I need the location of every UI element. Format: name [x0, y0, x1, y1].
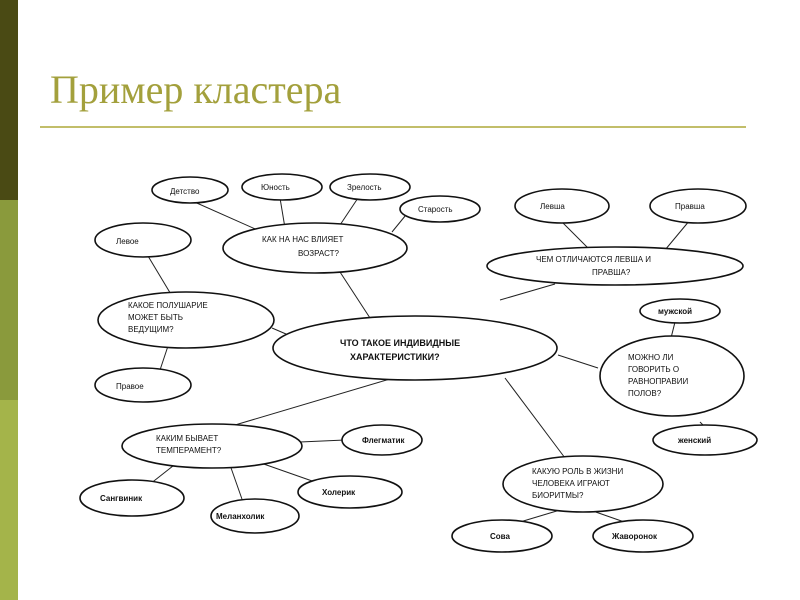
- connector-temperament-melancholic: [230, 465, 243, 502]
- hemisphere-left-label: Левое: [116, 237, 139, 246]
- sanguine-label: Сангвиник: [100, 494, 143, 503]
- male-label: мужской: [658, 307, 693, 316]
- hemisphere-question-line1: КАКОЕ ПОЛУШАРИЕ: [128, 301, 208, 310]
- center-label-line1: ЧТО ТАКОЕ ИНДИВИДНЫЕ: [340, 338, 461, 348]
- connector-age-youth: [280, 198, 285, 228]
- connector-handedness-left: [560, 220, 590, 250]
- gender-question-line4: ПОЛОВ?: [628, 389, 662, 398]
- hemisphere-question-line2: МОЖЕТ БЫТЬ: [128, 313, 184, 322]
- phlegmatic-label: Флегматик: [362, 436, 405, 445]
- hemisphere-right-label: Правое: [116, 382, 144, 391]
- connector-hemisphere-right: [160, 346, 168, 370]
- connector-center-gender: [558, 355, 598, 368]
- biorhythm-question-line1: КАКУЮ РОЛЬ В ЖИЗНИ: [532, 467, 624, 476]
- connector-age-childhood: [190, 200, 262, 232]
- center-label-line2: ХАРАКТЕРИСТИКИ?: [350, 352, 440, 362]
- connector-center-biorhythm: [505, 378, 565, 458]
- female-label: женский: [678, 436, 712, 445]
- slide-title: Пример кластера: [50, 67, 342, 112]
- connector-center-temperament: [235, 376, 400, 425]
- biorhythm-question-line3: БИОРИТМЫ?: [532, 491, 584, 500]
- childhood-label: Детство: [170, 187, 200, 196]
- hemisphere-question-line3: ВЕДУЩИМ?: [128, 325, 174, 334]
- choleric-label: Холерик: [322, 488, 356, 497]
- connector-center-handedness: [500, 284, 555, 300]
- maturity-label: Зрелость: [347, 183, 382, 192]
- handedness-question-line1: ЧЕМ ОТЛИЧАЮТСЯ ЛЕВША И: [536, 255, 652, 264]
- youth-label: Юность: [261, 183, 290, 192]
- gender-question-line1: МОЖНО ЛИ: [628, 353, 674, 362]
- melancholic-label: Меланхолик: [216, 512, 265, 521]
- gender-question-line3: РАВНОПРАВИИ: [628, 377, 689, 386]
- old-age-label: Старость: [418, 205, 453, 214]
- left-hander-label: Левша: [540, 202, 565, 211]
- temperament-question-line1: КАКИМ БЫВАЕТ: [156, 434, 219, 443]
- handedness-question-line2: ПРАВША?: [592, 268, 631, 277]
- connector-biorhythm-owl: [520, 510, 560, 522]
- temperament-question-line2: ТЕМПЕРАМЕНТ?: [156, 446, 222, 455]
- connector-temperament-phlegmatic: [300, 440, 345, 442]
- age-question-line2: ВОЗРАСТ?: [298, 249, 339, 258]
- right-hander-label: Правша: [675, 202, 705, 211]
- age-question-node: [223, 223, 407, 273]
- gender-question-line2: ГОВОРИТЬ О: [628, 365, 680, 374]
- connector-temperament-choleric: [258, 462, 315, 482]
- handedness-question-node: [487, 247, 743, 285]
- center-node: [273, 316, 557, 380]
- connector-center-age: [340, 272, 370, 318]
- connector-hemisphere-left: [148, 256, 172, 296]
- gender-question-node: [600, 336, 744, 416]
- hemisphere-left-node: [95, 223, 191, 257]
- lark-label: Жаворонок: [612, 532, 657, 541]
- connector-handedness-right: [665, 220, 690, 250]
- biorhythm-question-line2: ЧЕЛОВЕКА ИГРАЮТ: [532, 479, 610, 488]
- age-question-line1: КАК НА НАС ВЛИЯЕТ: [262, 235, 344, 244]
- owl-label: Сова: [490, 532, 510, 541]
